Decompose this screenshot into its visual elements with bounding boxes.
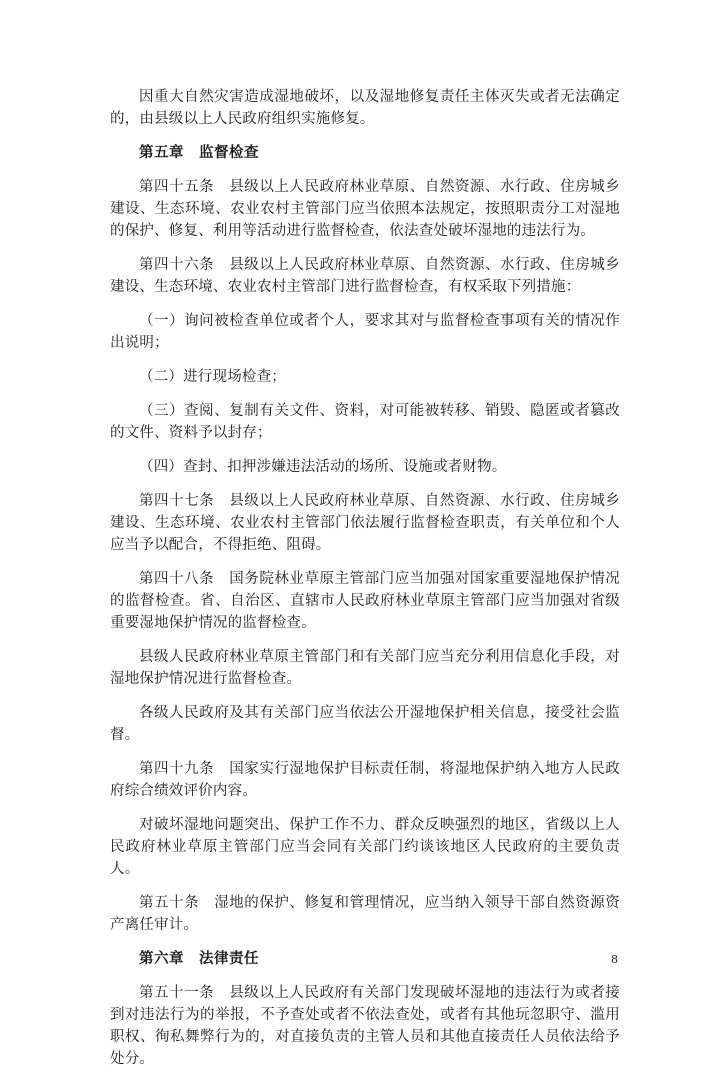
paragraph: 第四十七条 县级以上人民政府林业草原、自然资源、水行政、住房城乡建设、生态环境、农业农村主管部门依法履行监督检查职责，有关单位和个人应当予以配合，不得拒绝、阻碍。 bbox=[110, 493, 620, 553]
paragraph: 对破坏湿地问题突出、保护工作不力、群众反映强烈的地区，省级以上人民政府林业草原主管部门应当会同有关部门约谈该地区人民政府的主要负责人。 bbox=[110, 817, 620, 877]
paragraph: （三）查阅、复制有关文件、资料，对可能被转移、销毁、隐匿或者篡改的文件、资料予以封存； bbox=[110, 403, 620, 441]
paragraph: 第四十八条 国务院林业草原主管部门应当加强对国家重要湿地保护情况的监督检查。省、自治区、直辖市人民政府林业草原主管部门应当加强对省级重要湿地保护情况的监督检查。 bbox=[110, 571, 620, 631]
paragraph: 各级人民政府及其有关部门应当依法公开湿地保护相关信息，接受社会监督。 bbox=[110, 705, 620, 743]
paragraph: （二）进行现场检查； bbox=[139, 369, 286, 385]
page-number: 8 bbox=[611, 953, 618, 966]
paragraph: （四）查封、扣押涉嫌违法活动的场所、设施或者财物。 bbox=[139, 459, 507, 475]
chapter-heading: 第五章 监督检查 bbox=[139, 144, 259, 161]
paragraph: （一）询问被检查单位或者个人，要求其对与监督检查事项有关的情况作出说明； bbox=[110, 313, 620, 351]
paragraph: 第五十条 湿地的保护、修复和管理情况，应当纳入领导干部自然资源资产离任审计。 bbox=[110, 895, 620, 933]
paragraph: 第四十九条 国家实行湿地保护目标责任制，将湿地保护纳入地方人民政府综合绩效评价内容。 bbox=[110, 761, 620, 799]
paragraph: 第四十六条 县级以上人民政府林业草原、自然资源、水行政、住房城乡建设、生态环境、农业农村主管部门进行监督检查，有权采取下列措施： bbox=[110, 257, 620, 295]
paragraph: 第五十一条 县级以上人民政府有关部门发现破坏湿地的违法行为或者接到对违法行为的举报，不予查处或者不依法查处，或者有其他玩忽职守、滥用职权、徇私舞弊行为的，对直接负责的主管人员和其他直接责任人员依法给予处分。 bbox=[110, 985, 620, 1067]
document-body bbox=[110, 86, 620, 1082]
paragraph: 因重大自然灾害造成湿地破坏，以及湿地修复责任主体灭失或者无法确定的，由县级以上人民政府组织实施修复。 bbox=[110, 89, 620, 127]
chapter-heading: 第六章 法律责任 bbox=[139, 950, 259, 967]
paragraph: 县级人民政府林业草原主管部门和有关部门应当充分利用信息化手段，对湿地保护情况进行监督检查。 bbox=[110, 649, 620, 687]
paragraph: 第四十五条 县级以上人民政府林业草原、自然资源、水行政、住房城乡建设、生态环境、农业农村主管部门应当依照本法规定，按照职责分工对湿地的保护、修复、利用等活动进行监督检查，依法查处破坏湿地的违法行为。 bbox=[110, 179, 620, 239]
